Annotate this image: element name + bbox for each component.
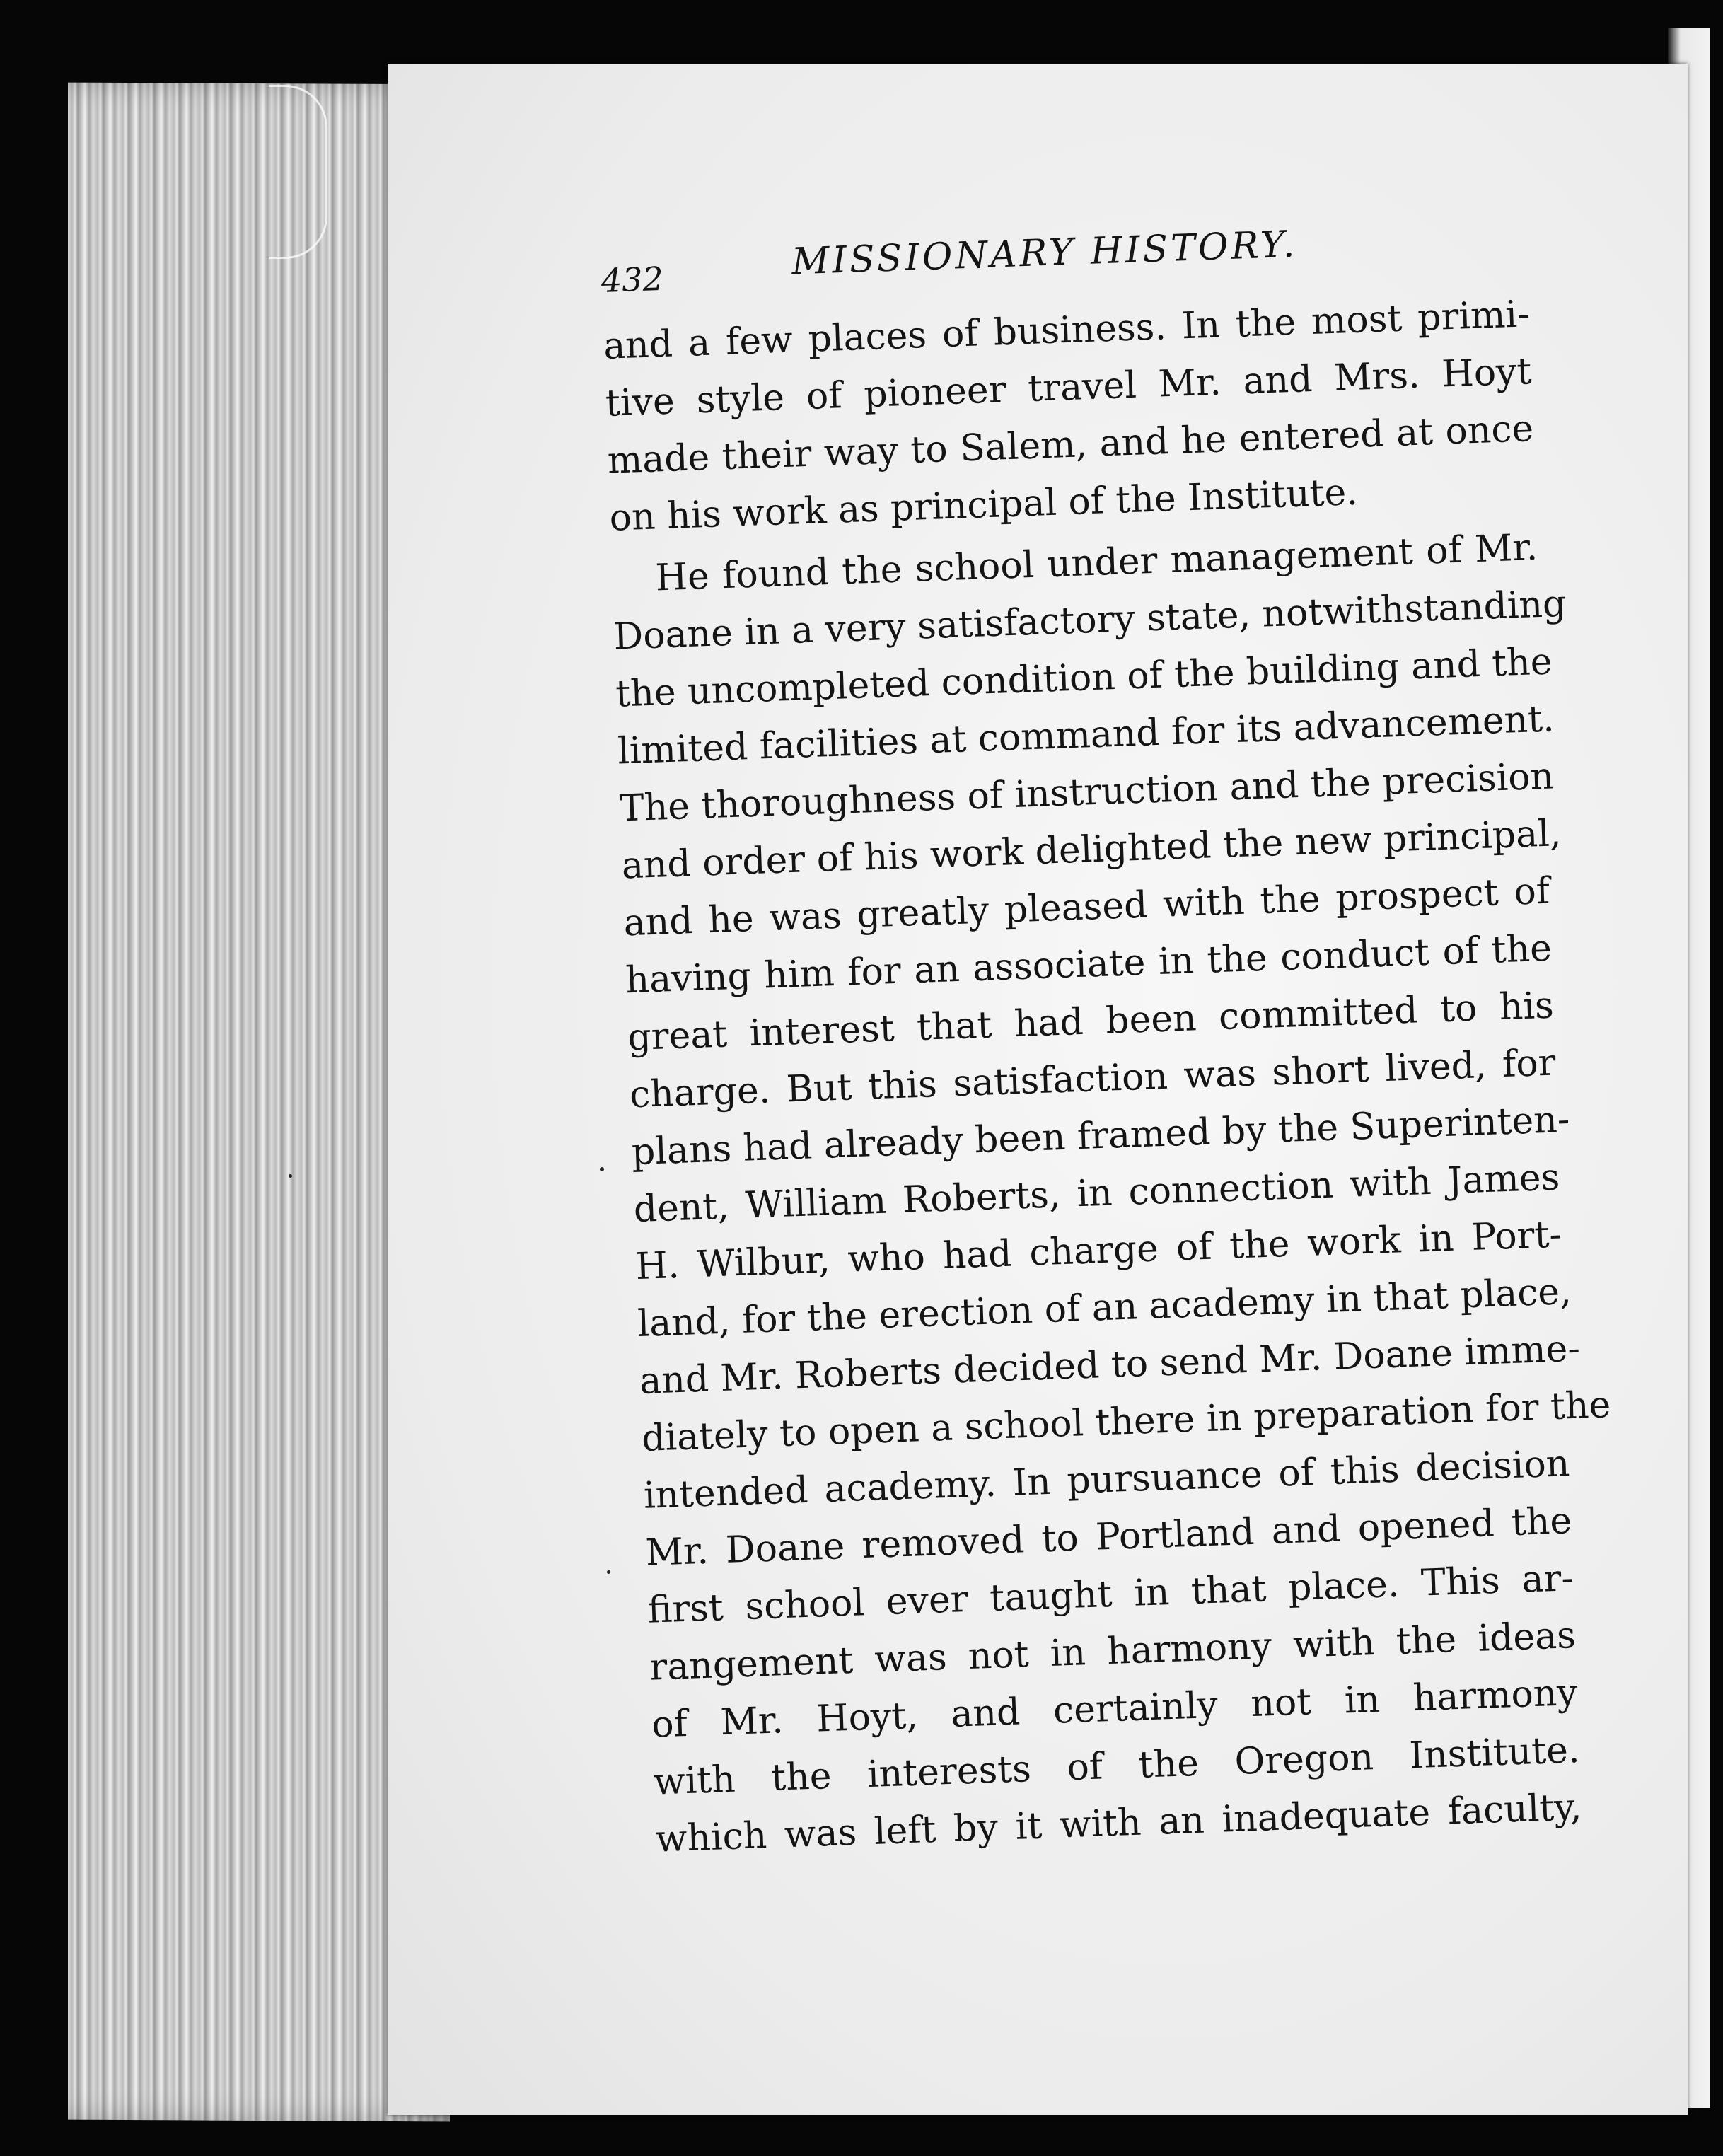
dust-hair-mark — [269, 85, 327, 259]
text-line: and a few places of business. In the most primi- — [603, 293, 1531, 368]
text-line: and Mr. Roberts decided to send Mr. Doane imme- — [639, 1327, 1581, 1403]
text-line: and order of his work delighted the new principal, — [620, 812, 1562, 888]
text-line: intended academy. In pursuance of this decision — [642, 1442, 1571, 1517]
print-speck — [607, 1570, 610, 1574]
text-line: having him for an associate in the conduct of the — [625, 927, 1553, 1002]
text-line: first school ever taught in that place. This ar- — [646, 1557, 1574, 1632]
text-line: made their way to Salem, and he entered at once — [606, 407, 1535, 482]
text-line: plans had already been framed by the Superinten- — [630, 1098, 1571, 1174]
text-line: land, for the erection of an academy in that place, — [637, 1270, 1572, 1346]
text-line: great interest that had been committed to his — [627, 984, 1555, 1060]
text-line: tive style of pioneer travel Mr. and Mrs. Hoyt — [605, 350, 1533, 425]
text-line: dent, William Roberts, in connection with James — [632, 1156, 1561, 1231]
text-line: of Mr. Hoyt, and certainly not in harmony — [651, 1671, 1579, 1746]
book-page — [388, 64, 1688, 2115]
text-line: Doane in a very satisfactory state, notwithstanding — [613, 582, 1567, 659]
text-line: rangement was not in harmony with the ideas — [649, 1614, 1577, 1689]
page-number: 432 — [601, 259, 664, 300]
text-line: He found the school under management of Mr. — [654, 526, 1539, 600]
text-line: limited facilities at command for its advancement. — [617, 697, 1555, 773]
running-title: MISSIONARY HISTORY. — [791, 223, 1299, 284]
text-line: H. Wilbur, who had charge of the work in Port- — [634, 1213, 1562, 1289]
text-line: the uncompleted condition of the building and the — [615, 640, 1553, 716]
page-text-block — [600, 208, 1612, 1868]
print-speck — [289, 1174, 292, 1178]
text-line: on his work as principal of the Institute. — [608, 470, 1359, 540]
text-line: The thoroughness of instruction and the precision — [619, 755, 1555, 830]
text-line: charge. But this satisfaction was short lived, for — [629, 1041, 1557, 1117]
text-line: with the interests of the Oregon Institute. — [653, 1728, 1581, 1804]
paragraph-2 — [610, 519, 1612, 1869]
text-line: diately to open a school there in preparation for the — [641, 1384, 1612, 1460]
text-line: which was left by it with an inadequate faculty, — [654, 1785, 1583, 1861]
text-line: and he was greatly pleased with the prospect of — [622, 869, 1550, 945]
paragraph-1 — [603, 286, 1537, 547]
text-line: Mr. Doane removed to Portland and opened the — [644, 1500, 1573, 1575]
print-speck — [600, 1167, 604, 1171]
